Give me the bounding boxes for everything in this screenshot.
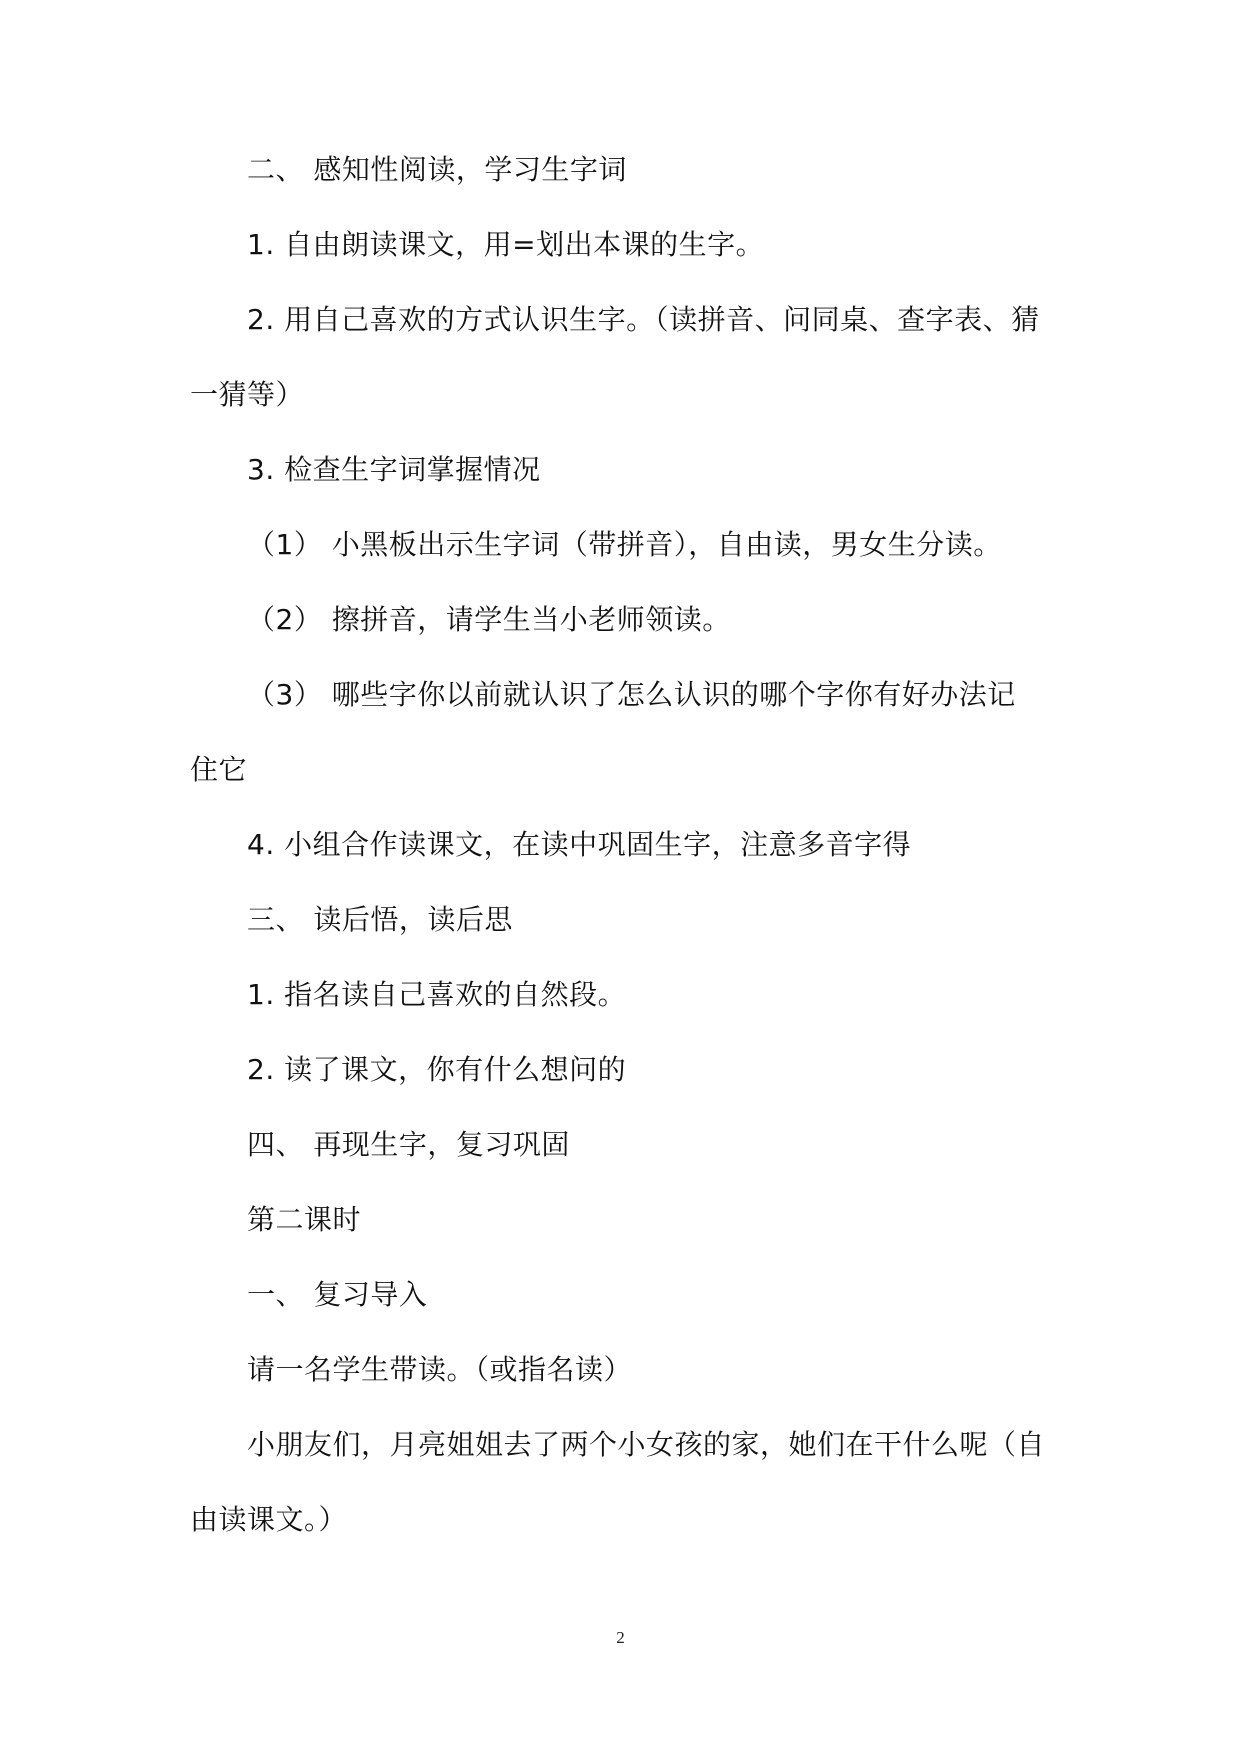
paragraph-line-continued: 住它 [190, 753, 248, 786]
section-heading-2: 二、 感知性阅读，学习生字词 [247, 153, 627, 186]
paragraph-line: 2. 用自己喜欢的方式认识生字。（读拼音、问同桌、查字表、猜 [247, 303, 1040, 336]
paragraph-line: （1） 小黑板出示生字词（带拼音），自由读，男女生分读。 [247, 528, 1002, 561]
page-number: 2 [616, 1628, 625, 1647]
paragraph-line: 1. 自由朗读课文，用=划出本课的生字。 [247, 228, 765, 261]
section-heading-4: 四、 再现生字，复习巩固 [247, 1128, 570, 1161]
lesson-heading: 第二课时 [247, 1203, 362, 1236]
paragraph-line-continued: 一猜等） [190, 378, 305, 411]
paragraph-line: 2. 读了课文，你有什么想问的 [247, 1053, 627, 1086]
section-heading-1: 一、 复习导入 [247, 1278, 428, 1311]
paragraph-line: （3） 哪些字你以前就认识了怎么认识的哪个字你有好办法记 [247, 678, 1016, 711]
paragraph-line: 请一名学生带读。（或指名读） [247, 1353, 633, 1386]
paragraph-line: 4. 小组合作读课文，在读中巩固生字，注意多音字得 [247, 828, 912, 861]
section-heading-3: 三、 读后悟，读后思 [247, 903, 513, 936]
paragraph-line: 小朋友们，月亮姐姐去了两个小女孩的家，她们在干什么呢（自 [247, 1428, 1046, 1461]
paragraph-line: 3. 检查生字词掌握情况 [247, 453, 541, 486]
paragraph-line-continued: 由读课文。） [190, 1503, 348, 1536]
paragraph-line: （2） 擦拼音，请学生当小老师领读。 [247, 603, 731, 636]
paragraph-line: 1. 指名读自己喜欢的自然段。 [247, 978, 627, 1011]
